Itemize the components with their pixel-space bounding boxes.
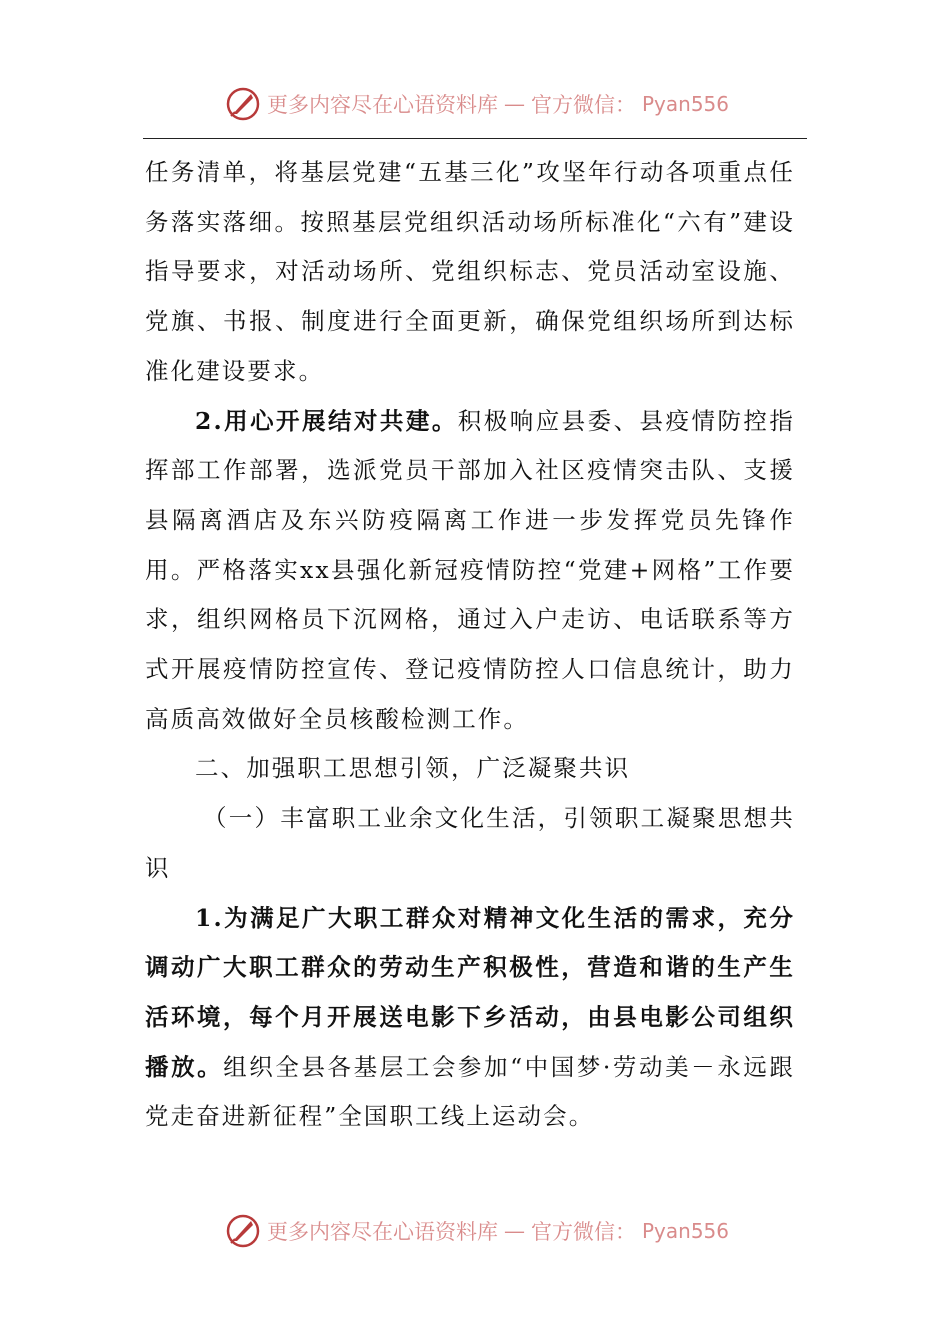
paragraph-pairing-lead: 2.用心开展结对共建。 (195, 406, 458, 435)
paragraph-task-list: 任务清单，将基层党建“五基三化”攻坚年行动各项重点任务落实落细。按照基层党组织活动场所标准化“六有”建设指导要求，对活动场所、党组织标志、党员活动室设施、党旗、书报、制度进行全面更新，确保党组织场所到达标准化建设要求。 (145, 158, 795, 385)
paragraph-pairing-text: 积极响应县委、县疫情防控指挥部工作部署，选派党员干部加入社区疫情突击队、支援县隔离酒店及东兴防疫隔离工作进一步发挥党员先锋作用。严格落实xx县强化新冠疫情防控“党建+网格”工作要求，组织网格员下沉网格，通过入户走访、电话联系等方式开展疫情防控宣传、登记疫情防控人口信息统计，助力高质高效做好全员核酸检测工作。 (145, 406, 795, 733)
footer-watermark-wechat-label: 官方微信： (531, 1220, 636, 1244)
footer-watermark-dash: — (504, 1219, 525, 1243)
footer-watermark (225, 1211, 745, 1251)
header-watermark (225, 84, 745, 124)
feather-pen-logo-icon (225, 1213, 261, 1249)
footer-watermark-wechat-id: Pyan556 (642, 1219, 730, 1243)
watermark-wechat-label: 官方微信： (531, 93, 636, 117)
paragraph-culture (145, 894, 795, 1143)
footer-watermark-brand: 更多内容尽在心语资料库 (267, 1220, 498, 1244)
watermark-dash: — (504, 92, 525, 116)
paragraph-culture-text: 组织全县各基层工会参加“中国梦·劳动美－永远跟党走奋进新征程”全国职工线上运动会。 (145, 1052, 795, 1131)
subsection-heading: （一）丰富职工业余文化生活，引领职工凝聚思想共识 (145, 804, 795, 882)
feather-pen-logo-icon (225, 86, 261, 122)
watermark-brand: 更多内容尽在心语资料库 (267, 93, 498, 117)
paragraph-culture-lead: 1.为满足广大职工群众对精神文化生活的需求，充分调动广大职工群众的劳动生产积极性，营造和谐的生产生活环境，每个月开展送电影下乡活动，由县电影公司组织播放。 (145, 903, 795, 1081)
header-divider (143, 138, 807, 139)
section-heading-2: 二、加强职工思想引领，广泛凝聚共识 (195, 754, 631, 783)
watermark-wechat-id: Pyan556 (642, 92, 730, 116)
document-body (145, 148, 795, 1142)
paragraph-pairing (145, 397, 795, 745)
